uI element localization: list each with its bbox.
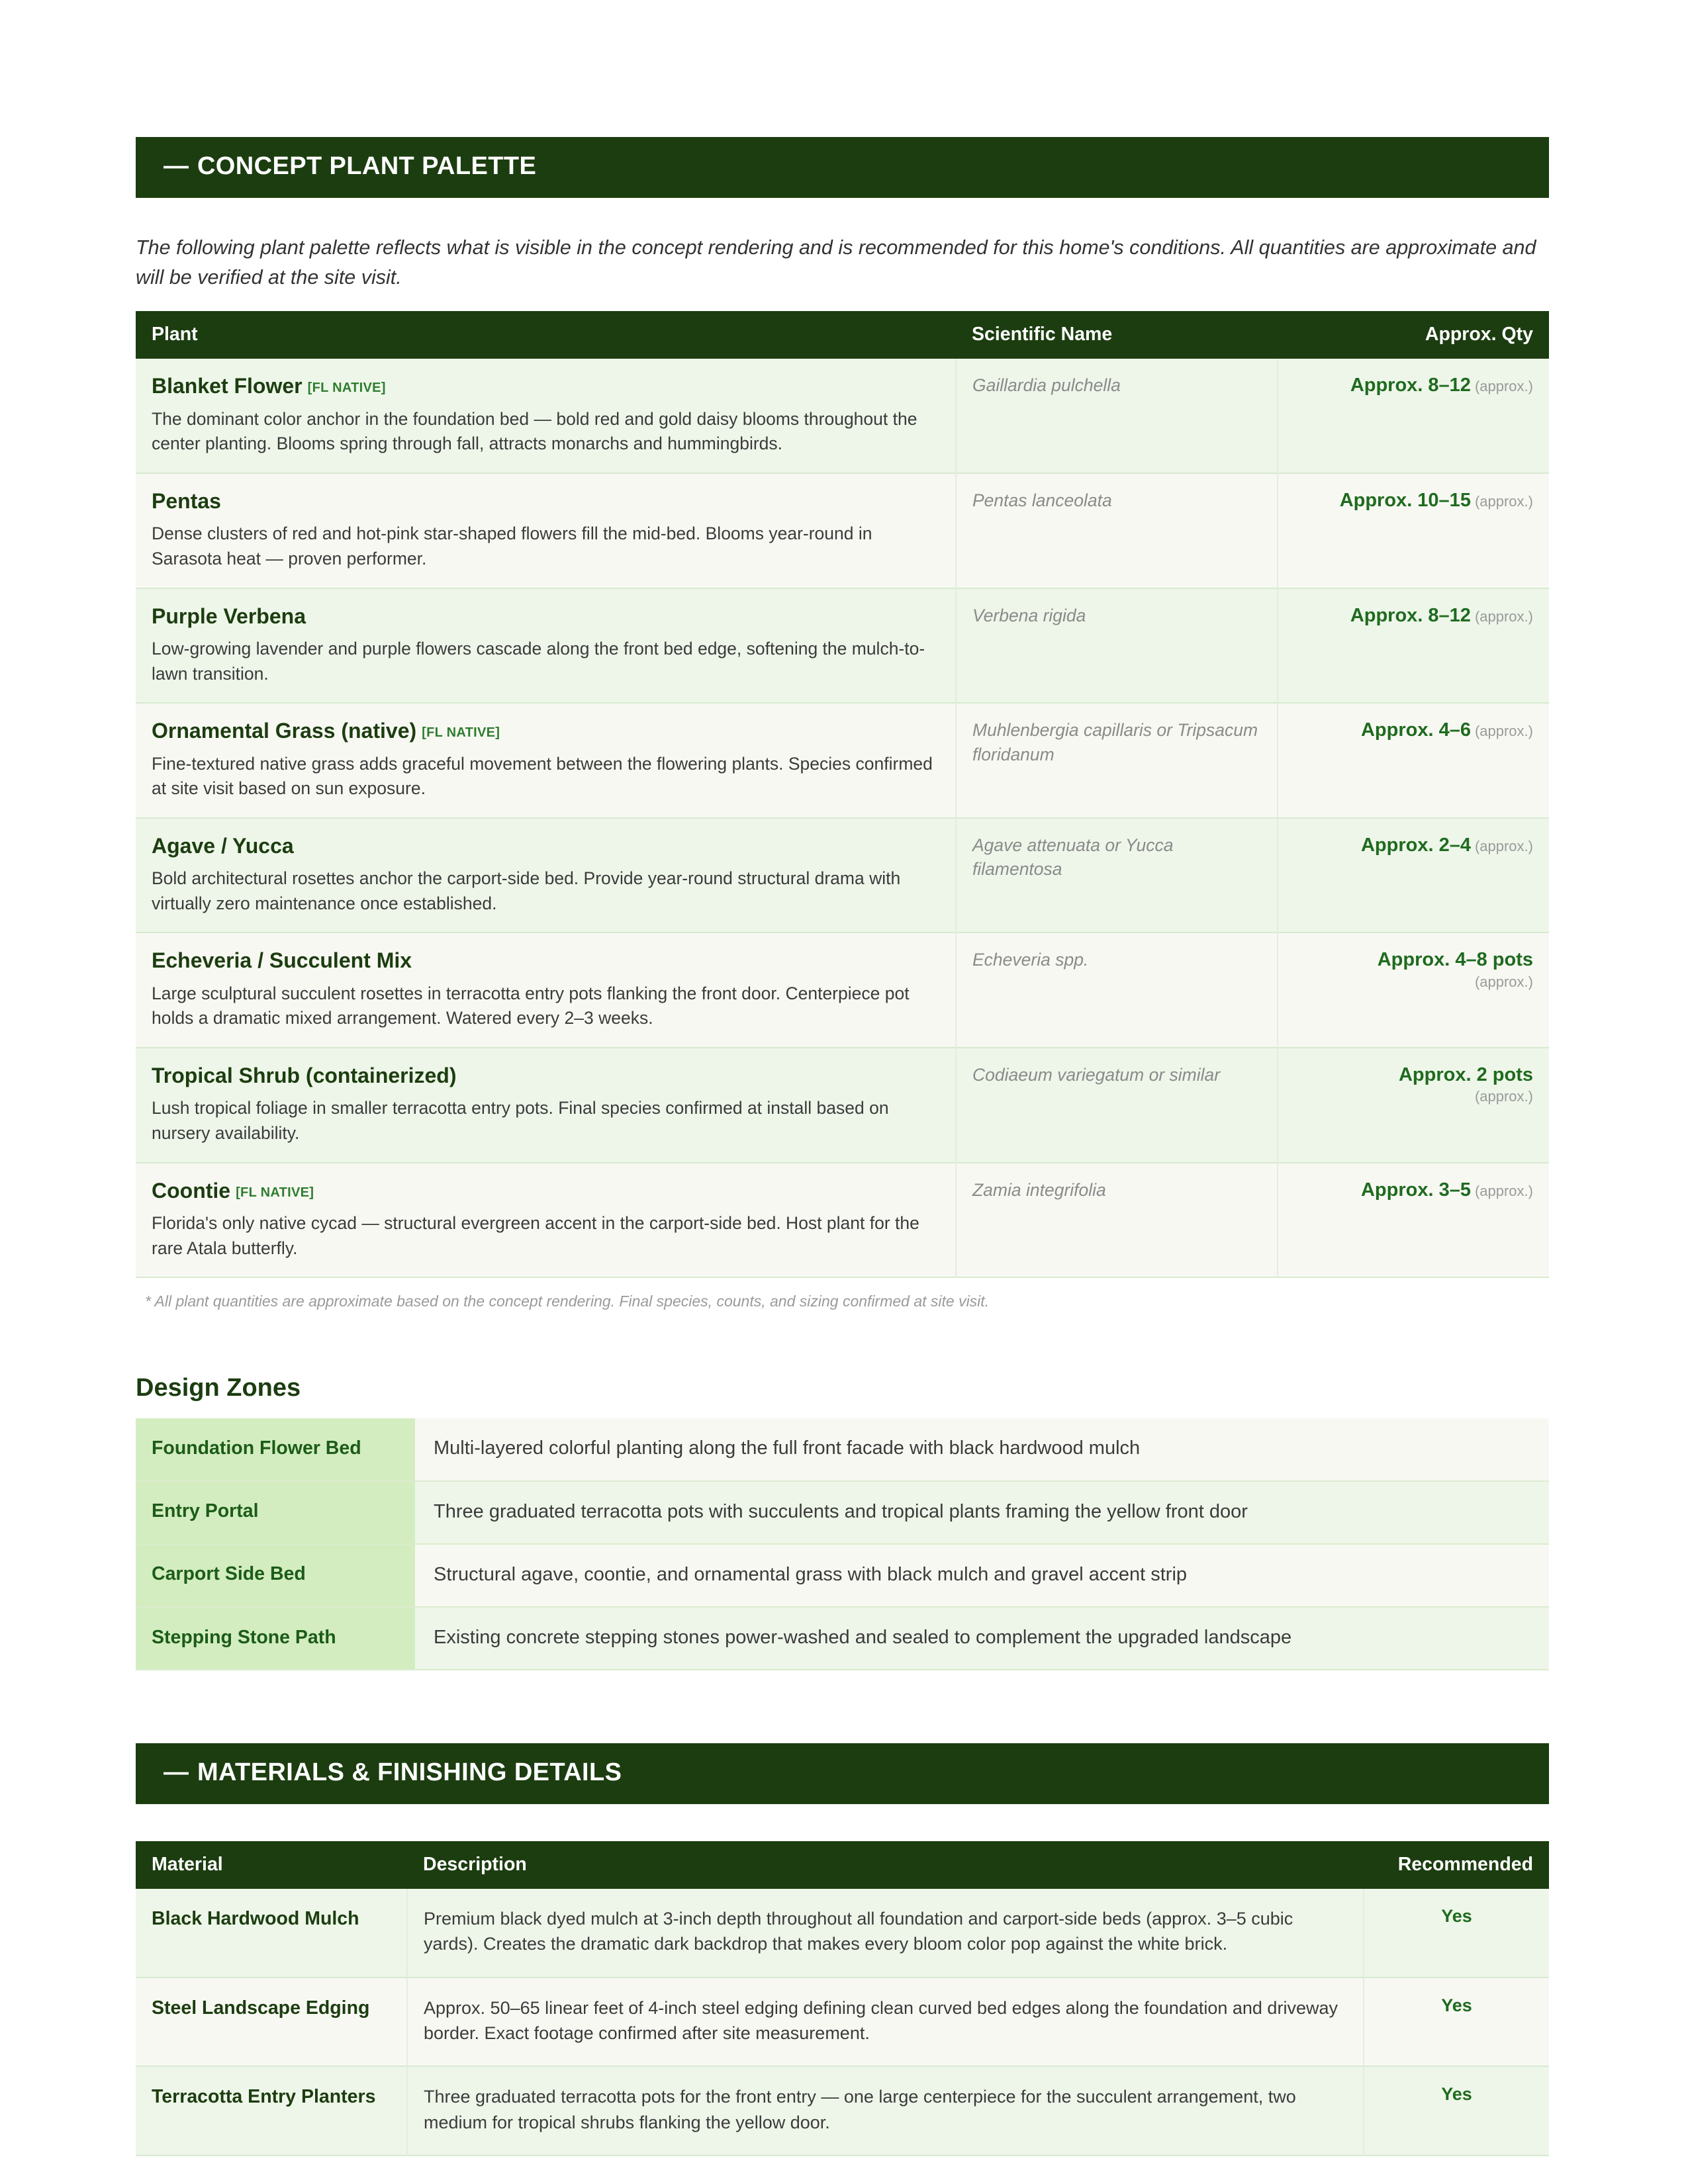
quantity-cell [1278,703,1549,818]
plant-palette-table [136,311,1549,1278]
plant-palette-intro: The following plant palette reflects what is visible in the concept rendering and is recommended for this home's conditions. All quantities are approximate and will be verified at the site visit. [136,236,1536,289]
zone-description: Three graduated terracotta pots with succulents and tropical plants framing the yellow front door [415,1481,1549,1544]
material-description: Approx. 50–65 linear feet of 4-inch steel edging defining clean curved bed edges along the foundation and driveway border. Exact footage confirmed after site measurement. [407,1978,1364,2067]
plant-cell [136,359,956,473]
plant-cell [136,588,956,704]
column-header-material: Material [136,1841,407,1889]
materials-section-banner [136,1743,1549,1804]
plant-description: Lush tropical foliage in smaller terracotta entry pots. Final species confirmed at install based on nursery availability. [152,1098,889,1144]
quantity-cell [1278,359,1549,473]
quantity-value: Approx. 4–8 pots [1377,949,1533,971]
material-description: Premium black dyed mulch at 3-inch depth throughout all foundation and carport-side beds (approx. 3–5 cubic yards). Creates the dramatic dark backdrop that makes every bloom color pop against the white brick. [407,1889,1364,1978]
plant-name-text: Coontie [152,1178,231,1203]
column-header-approx-qty: Approx. Qty [1278,311,1549,359]
plant-name [152,1063,939,1088]
table-row [136,1163,1549,1278]
quantity-value: Approx. 8–12 [1350,375,1471,396]
quantity-note: (approx.) [1474,608,1533,625]
status-badge: Yes [1364,1889,1549,1978]
plant-name-text: Agave / Yucca [152,833,294,858]
zone-label: Carport Side Bed [136,1544,415,1607]
quantity-cell [1278,1048,1549,1163]
quantity-note: (approx.) [1474,492,1533,510]
banner-title: MATERIALS & FINISHING DETAILS [197,1758,622,1786]
plant-name-text: Blanket Flower [152,374,303,398]
plant-table-footnote: * All plant quantities are approximate based on the concept rendering. Final species, counts, and sizing confirmed at site visit. [145,1293,990,1310]
status-badge: Yes [1364,2066,1549,2156]
quantity-note: (approx.) [1474,837,1533,854]
banner-dash: — [164,152,190,180]
scientific-name: Muhlenbergia capillaris or Tripsacum floridanum [956,703,1278,818]
plant-name-text: Purple Verbena [152,604,306,628]
plant-table-header-row [136,311,1549,359]
design-zones-heading: Design Zones [136,1374,301,1402]
quantity-value: Approx. 2 pots [1398,1064,1533,1086]
plant-description: Dense clusters of red and hot-pink star-shaped flowers fill the mid-bed. Blooms year-round in Sarasota heat — proven performer. [152,523,872,569]
plant-name [152,488,939,514]
table-row [136,588,1549,704]
scientific-name: Zamia integrifolia [956,1163,1278,1278]
table-row [136,473,1549,588]
plant-description: Large sculptural succulent rosettes in terracotta entry pots flanking the front door. Centerpiece pot holds a dramatic mixed arrangement. Watered every 2–3 weeks. [152,983,910,1028]
zone-description: Existing concrete stepping stones power-washed and sealed to complement the upgraded landscape [415,1607,1549,1670]
table-row [136,1481,1549,1544]
plant-name-text: Echeveria / Succulent Mix [152,948,412,973]
plant-name [152,604,939,629]
quantity-value: Approx. 8–12 [1350,604,1471,626]
table-row [136,1889,1549,1978]
plant-description: Low-growing lavender and purple flowers cascade along the front bed edge, softening the mulch-to-lawn transition. [152,638,925,684]
table-row [136,703,1549,818]
plant-description: Florida's only native cycad — structural evergreen accent in the carport-side bed. Host plant for the rare Atala butterfly. [152,1213,919,1258]
plant-cell [136,933,956,1048]
quantity-value: Approx. 4–6 [1360,719,1471,741]
plant-cell [136,818,956,933]
design-zones-table [136,1418,1549,1670]
quantity-cell [1278,1163,1549,1278]
banner-title: CONCEPT PLANT PALETTE [197,152,537,180]
table-row [136,1048,1549,1163]
material-name: Terracotta Entry Planters [136,2066,407,2156]
plant-name [152,718,939,743]
zone-description: Multi-layered colorful planting along the full front facade with black hardwood mulch [415,1418,1549,1480]
plant-name-text: Pentas [152,488,221,513]
quantity-note: (approx.) [1474,973,1533,990]
material-name: Black Hardwood Mulch [136,1889,407,1978]
plant-description: Fine-textured native grass adds graceful movement between the flowering plants. Species confirmed at site visit based on sun exposure. [152,753,933,799]
plant-cell [136,703,956,818]
scientific-name: Agave attenuata or Yucca filamentosa [956,818,1278,933]
quantity-value: Approx. 2–4 [1360,834,1471,856]
table-row [136,1978,1549,2067]
quantity-note: (approx.) [1474,1182,1533,1199]
status-badge: Yes [1364,1978,1549,2067]
fl-native-badge: [FL NATIVE] [422,725,500,741]
plant-name-text: Ornamental Grass (native) [152,719,417,743]
zone-label: Foundation Flower Bed [136,1418,415,1480]
scientific-name: Verbena rigida [956,588,1278,704]
plant-name [152,1178,939,1203]
table-row [136,818,1549,933]
table-row [136,933,1549,1048]
banner-dash: — [164,1758,190,1786]
column-header-plant: Plant [136,311,956,359]
quantity-note: (approx.) [1474,378,1533,395]
fl-native-badge: [FL NATIVE] [307,381,386,396]
quantity-value: Approx. 3–5 [1360,1179,1471,1201]
plant-description: Bold architectural rosettes anchor the carport-side bed. Provide year-round structural drama with virtually zero maintenance once established. [152,868,901,913]
table-row [136,1607,1549,1670]
column-header-description: Description [407,1841,1364,1889]
table-row [136,1418,1549,1480]
quantity-value: Approx. 10–15 [1339,489,1471,511]
plant-cell [136,473,956,588]
fl-native-badge: [FL NATIVE] [236,1185,314,1200]
zone-label: Stepping Stone Path [136,1607,415,1670]
material-description: Three graduated terracotta pots for the front entry — one large centerpiece for the succulent arrangement, two medium for tropical shrubs flanking the yellow door. [407,2066,1364,2156]
materials-table-header-row [136,1841,1549,1889]
quantity-cell [1278,818,1549,933]
quantity-cell [1278,588,1549,704]
scientific-name: Gaillardia pulchella [956,359,1278,473]
plant-name [152,948,939,973]
zone-description: Structural agave, coontie, and ornamental grass with black mulch and gravel accent strip [415,1544,1549,1607]
plant-cell [136,1048,956,1163]
material-name: Steel Landscape Edging [136,1978,407,2067]
plant-cell [136,1163,956,1278]
plant-name [152,373,939,398]
column-header-recommended: Recommended [1364,1841,1549,1889]
table-row [136,2066,1549,2156]
scientific-name: Pentas lanceolata [956,473,1278,588]
quantity-cell [1278,933,1549,1048]
table-row [136,1544,1549,1607]
plant-name-text: Tropical Shrub (containerized) [152,1064,457,1088]
column-header-scientific-name: Scientific Name [956,311,1278,359]
plant-name [152,833,939,858]
quantity-note: (approx.) [1474,723,1533,740]
quantity-note: (approx.) [1474,1088,1533,1105]
materials-table [136,1841,1549,2156]
plant-palette-section-banner [136,137,1549,198]
scientific-name: Codiaeum variegatum or similar [956,1048,1278,1163]
table-row [136,359,1549,473]
quantity-cell [1278,473,1549,588]
scientific-name: Echeveria spp. [956,933,1278,1048]
zone-label: Entry Portal [136,1481,415,1544]
plant-description: The dominant color anchor in the foundation bed — bold red and gold daisy blooms throughout the center planting. Blooms spring through fall, attracts monarchs and hummingbirds. [152,408,917,454]
